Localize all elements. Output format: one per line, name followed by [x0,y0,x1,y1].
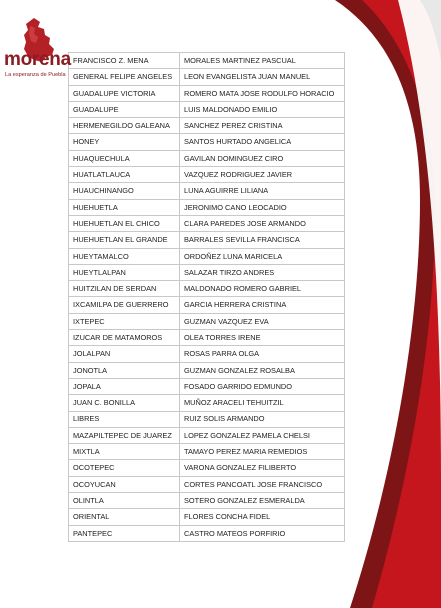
table-row [69,150,345,166]
name-cell: SALAZAR TIRZO ANDRES [180,264,345,280]
municipality-cell: IZUCAR DE MATAMOROS [69,330,180,346]
name-cell: BARRALES SEVILLA FRANCISCA [180,232,345,248]
municipality-cell: FRANCISCO Z. MENA [69,53,180,69]
municipality-cell: HUATLATLAUCA [69,167,180,183]
table-row [69,248,345,264]
municipality-cell: MAZAPILTEPEC DE JUAREZ [69,427,180,443]
municipality-cell: OLINTLA [69,493,180,509]
table-row [69,427,345,443]
municipality-cell: OCOYUCAN [69,476,180,492]
table-row [69,69,345,85]
municipality-cell: HONEY [69,134,180,150]
municipality-cell: HUEYTLALPAN [69,264,180,280]
name-cell: CASTRO MATEOS PORFIRIO [180,525,345,541]
table-row [69,378,345,394]
table-row [69,411,345,427]
table-row [69,313,345,329]
name-cell: SANTOS HURTADO ANGELICA [180,134,345,150]
name-cell: ROMERO MATA JOSE RODULFO HORACIO [180,85,345,101]
brand-name: morena [4,49,71,70]
municipality-cell: LIBRES [69,411,180,427]
table-row [69,493,345,509]
name-cell: MORALES MARTINEZ PASCUAL [180,53,345,69]
name-cell: LEON EVANGELISTA JUAN MANUEL [180,69,345,85]
name-cell: GUZMAN VAZQUEZ EVA [180,313,345,329]
name-cell: OLEA TORRES IRENE [180,330,345,346]
table-row [69,85,345,101]
table-row [69,509,345,525]
name-cell: SOTERO GONZALEZ ESMERALDA [180,493,345,509]
name-cell: LOPEZ GONZALEZ PAMELA CHELSI [180,427,345,443]
municipality-cell: HERMENEGILDO GALEANA [69,118,180,134]
name-cell: ROSAS PARRA OLGA [180,346,345,362]
table-row [69,444,345,460]
name-cell: TAMAYO PEREZ MARIA REMEDIOS [180,444,345,460]
name-cell: CLARA PAREDES JOSE ARMANDO [180,215,345,231]
table-row [69,134,345,150]
name-cell: FLORES CONCHA FIDEL [180,509,345,525]
name-cell: GARCIA HERRERA CRISTINA [180,297,345,313]
table-row [69,53,345,69]
table-row [69,167,345,183]
table-row [69,330,345,346]
municipality-cell: GUADALUPE [69,101,180,117]
table-row [69,525,345,541]
table-row [69,183,345,199]
table-row [69,297,345,313]
municipality-cell: PANTEPEC [69,525,180,541]
name-cell: SANCHEZ PEREZ CRISTINA [180,118,345,134]
municipality-cell: HUEHUETLAN EL GRANDE [69,232,180,248]
municipality-cell: HUEYTAMALCO [69,248,180,264]
municipality-cell: HUAQUECHULA [69,150,180,166]
table-row [69,476,345,492]
municipality-cell: MIXTLA [69,444,180,460]
table-row [69,101,345,117]
name-cell: FOSADO GARRIDO EDMUNDO [180,378,345,394]
municipality-cell: IXTEPEC [69,313,180,329]
municipality-cell: HUEHUETLAN EL CHICO [69,215,180,231]
table-row [69,215,345,231]
brand-tagline: La esperanza de Puebla [5,72,66,78]
name-cell: GUZMAN GONZALEZ ROSALBA [180,362,345,378]
table-row [69,395,345,411]
name-cell: GAVILAN DOMINGUEZ CIRO [180,150,345,166]
name-cell: VAZQUEZ RODRIGUEZ JAVIER [180,167,345,183]
municipality-cell: JOPALA [69,378,180,394]
table-row [69,281,345,297]
candidates-table [68,52,345,542]
name-cell: RUIZ SOLIS ARMANDO [180,411,345,427]
table-row [69,362,345,378]
name-cell: VARONA GONZALEZ FILIBERTO [180,460,345,476]
municipality-cell: OCOTEPEC [69,460,180,476]
table-row [69,232,345,248]
table-row [69,346,345,362]
municipality-cell: HUAUCHINANGO [69,183,180,199]
municipality-cell: HUITZILAN DE SERDAN [69,281,180,297]
table-row [69,199,345,215]
name-cell: JERONIMO CANO LEOCADIO [180,199,345,215]
table-row [69,118,345,134]
name-cell: CORTES PANCOATL JOSE FRANCISCO [180,476,345,492]
name-cell: LUIS MALDONADO EMILIO [180,101,345,117]
name-cell: ORDOÑEZ LUNA MARICELA [180,248,345,264]
municipality-cell: JOLALPAN [69,346,180,362]
municipality-cell: ORIENTAL [69,509,180,525]
municipality-cell: JUAN C. BONILLA [69,395,180,411]
municipality-cell: GUADALUPE VICTORIA [69,85,180,101]
municipality-cell: GENERAL FELIPE ANGELES [69,69,180,85]
municipality-cell: HUEHUETLA [69,199,180,215]
municipality-cell: JONOTLA [69,362,180,378]
table-row [69,460,345,476]
name-cell: MALDONADO ROMERO GABRIEL [180,281,345,297]
municipality-cell: IXCAMILPA DE GUERRERO [69,297,180,313]
name-cell: LUNA AGUIRRE LILIANA [180,183,345,199]
table-row [69,264,345,280]
name-cell: MUÑOZ ARACELI TEHUITZIL [180,395,345,411]
